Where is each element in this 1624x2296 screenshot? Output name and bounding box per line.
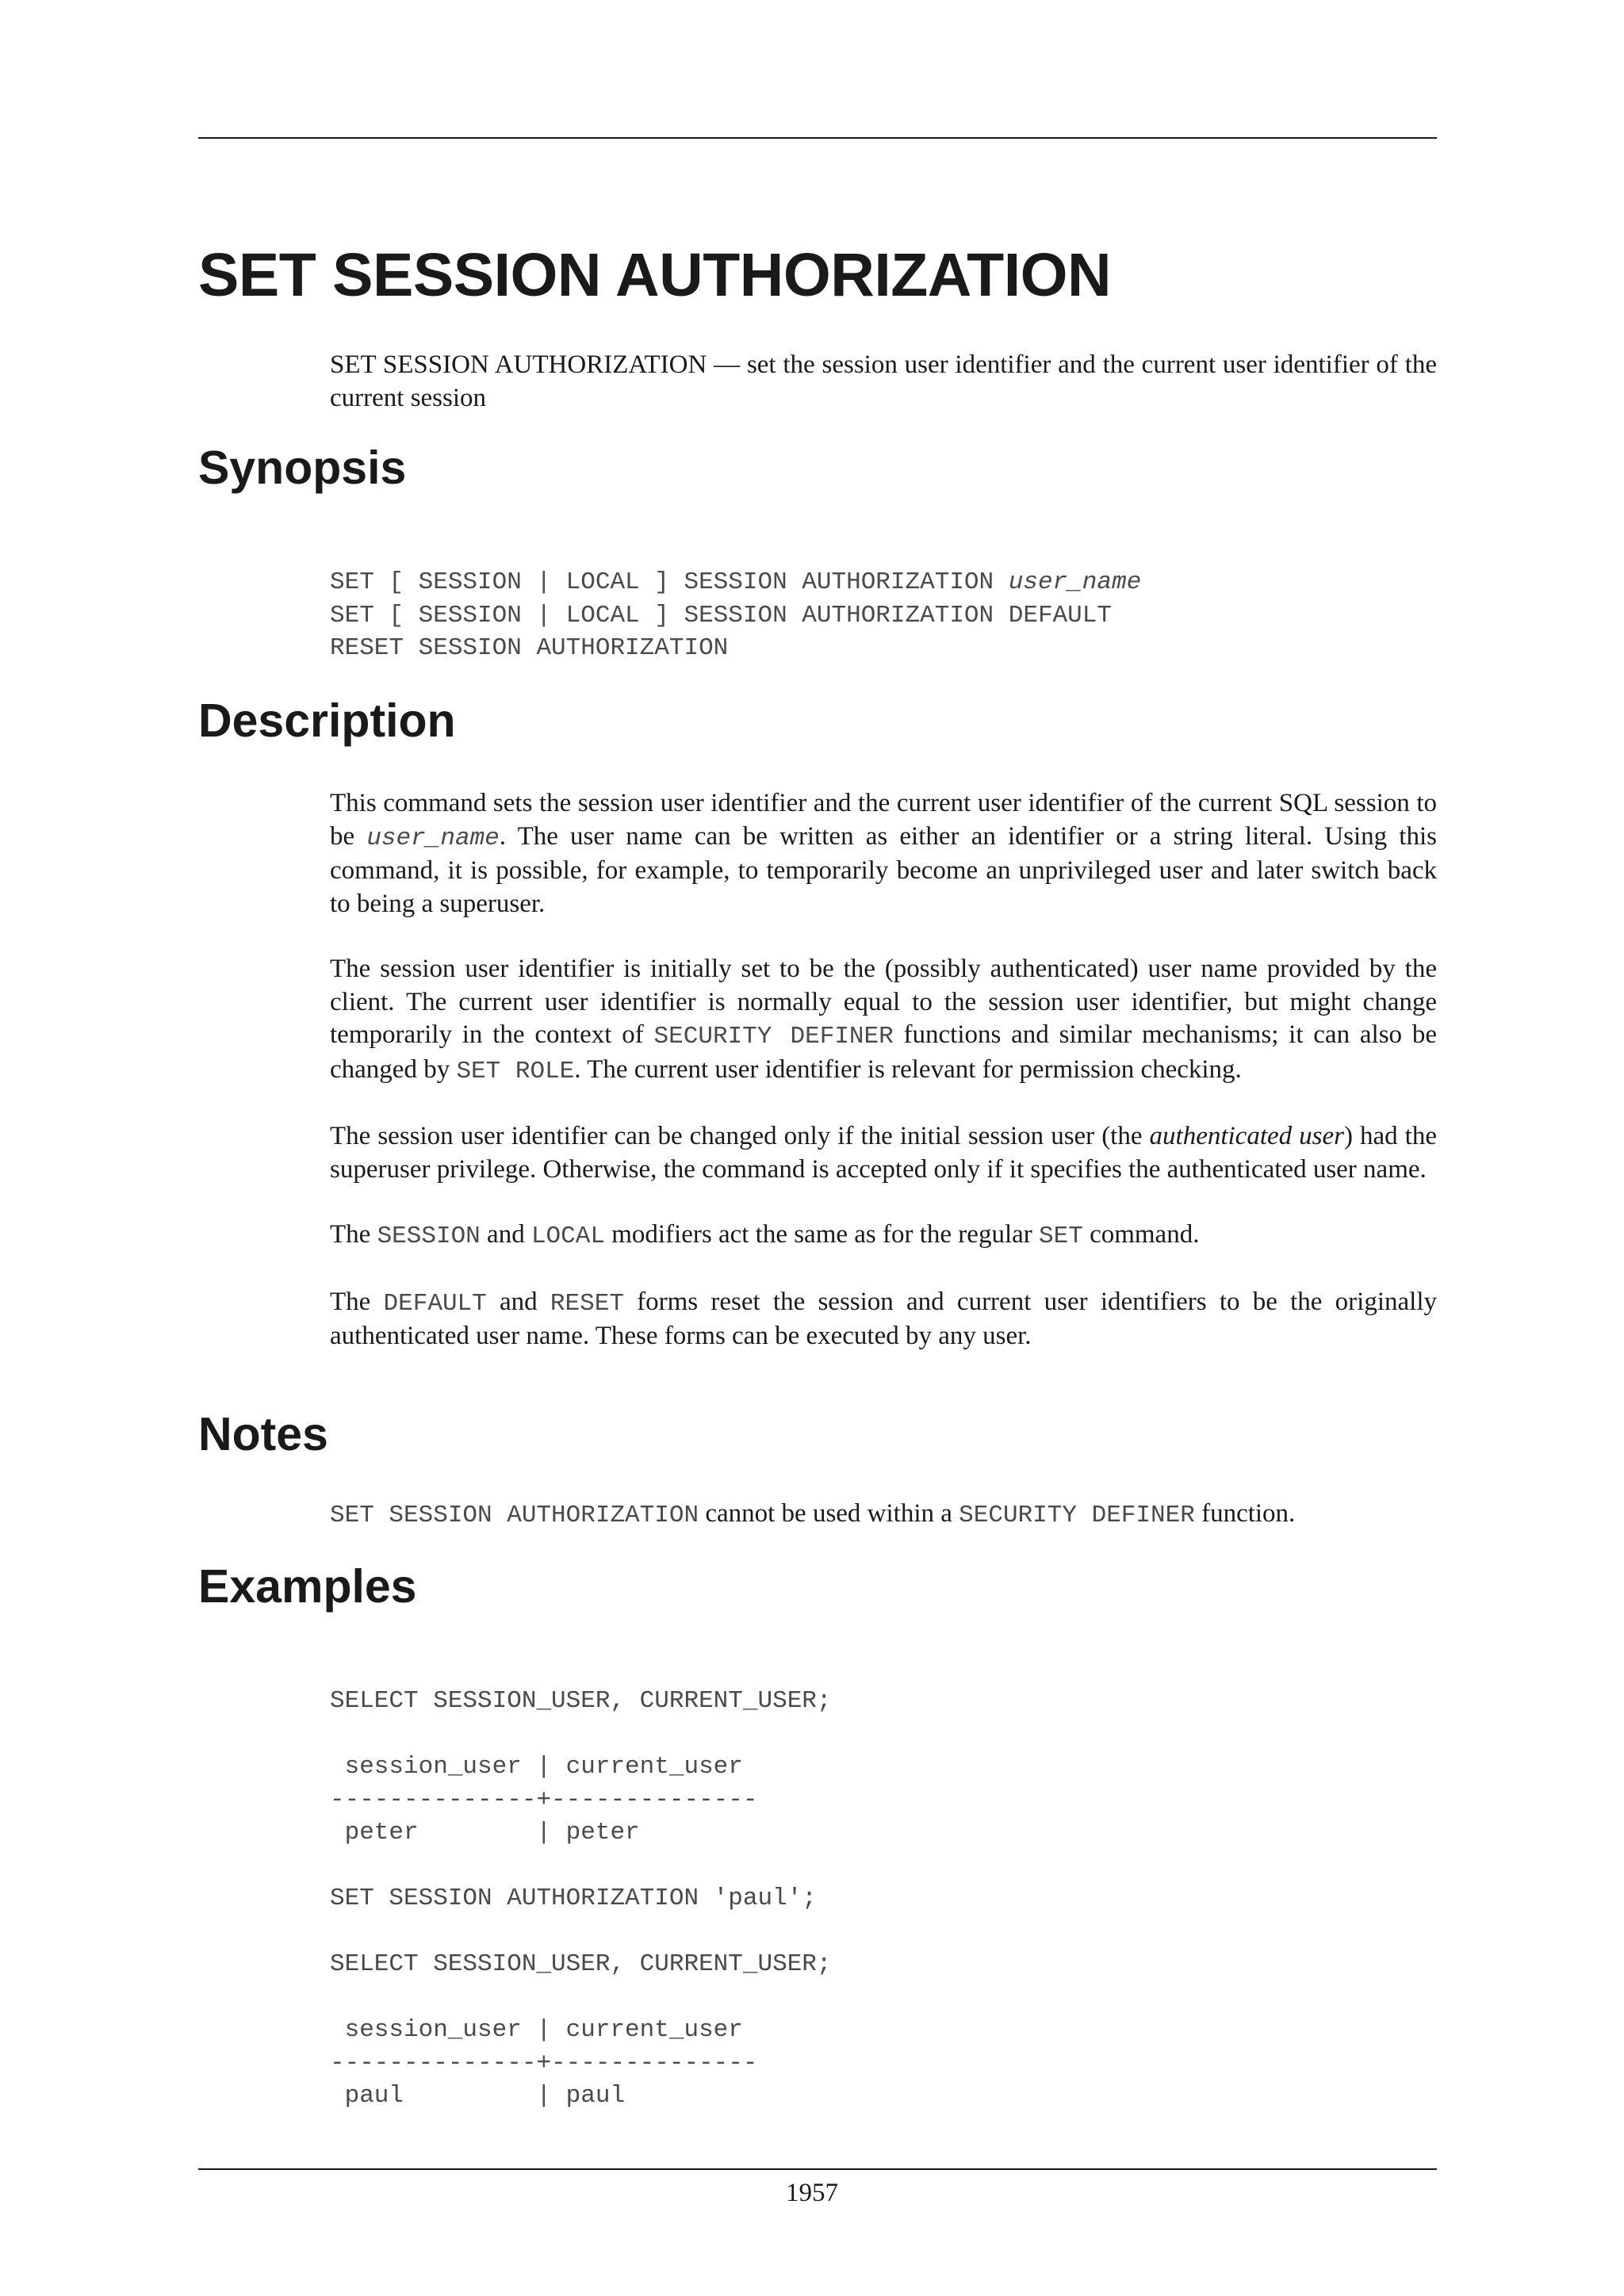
code-run: LOCAL xyxy=(530,1223,605,1250)
code-line: SELECT SESSION_USER, CURRENT_USER; xyxy=(330,1687,832,1715)
code-run: SESSION xyxy=(377,1223,481,1250)
synopsis-line xyxy=(330,566,1437,599)
text-run: The session user identifier is initially set to be the (possibly authenticated) user name provided by the client. The current user identifier is normally equal to the session user identifier, but might change temporarily in the context of xyxy=(330,955,1437,1049)
code-run: SECURITY DEFINER xyxy=(959,1502,1195,1529)
refpurpose-name: SET SESSION AUTHORIZATION xyxy=(330,350,707,379)
notes-heading: Notes xyxy=(198,1408,328,1460)
footer-rule xyxy=(198,2168,1437,2170)
code-line xyxy=(330,1718,1437,1751)
synopsis-line-text: RESET SESSION AUTHORIZATION xyxy=(330,634,729,662)
synopsis-block xyxy=(330,566,1437,665)
description-paragraph xyxy=(330,1219,1437,1253)
synopsis-code xyxy=(330,566,1437,665)
notes-paragraph xyxy=(330,1498,1437,1533)
text-run: command. xyxy=(1082,1220,1200,1249)
parameter-run: user_name xyxy=(366,824,500,852)
code-run: DEFAULT xyxy=(383,1289,487,1318)
description-paragraph xyxy=(330,787,1437,920)
text-run: forms reset the session and current user identifiers to be the originally authenticated user name. These forms can be executed by any user. xyxy=(330,1287,1437,1350)
refpurpose-text xyxy=(330,349,1437,415)
synopsis-line xyxy=(330,599,1437,633)
description-paragraph xyxy=(330,1120,1437,1186)
code-line xyxy=(330,1850,1437,1883)
synopsis-heading: Synopsis xyxy=(198,442,407,494)
text-run: The session user identifier can be changed only if the initial session user (the xyxy=(330,1122,1150,1150)
text-run: modifiers act the same as for the regular xyxy=(604,1220,1039,1249)
code-line: --------------+-------------- xyxy=(330,1785,758,1814)
code-line: --------------+-------------- xyxy=(330,2049,758,2077)
code-run: SET xyxy=(1039,1223,1083,1250)
refpurpose xyxy=(330,349,1437,447)
text-run: This command sets the session user identifier and the current user identifier of the current SQL session to be xyxy=(330,789,1437,851)
code-line: peter | peter xyxy=(330,1819,640,1846)
header-rule xyxy=(198,137,1437,139)
synopsis-line-text: SET [ SESSION | LOCAL ] SESSION AUTHORIZATION DEFAULT xyxy=(330,601,1112,629)
code-run: SECURITY DEFINER xyxy=(653,1023,894,1050)
description-paragraph xyxy=(330,953,1437,1088)
page-title: SET SESSION AUTHORIZATION xyxy=(198,241,1112,309)
code-line: SELECT SESSION_USER, CURRENT_USER; xyxy=(330,1950,832,1978)
text-run: and xyxy=(480,1220,531,1249)
refpurpose-description: set the session user identifier and the current user identifier of the current session xyxy=(330,350,1438,412)
emphasis-run: authenticated user xyxy=(1149,1122,1344,1150)
code-line: SET SESSION AUTHORIZATION 'paul'; xyxy=(330,1885,817,1912)
code-run: SET ROLE xyxy=(456,1057,575,1085)
examples-block xyxy=(330,1685,1437,2113)
text-run: cannot be used within a xyxy=(699,1499,959,1528)
text-run: functions and similar mechanisms; it can also be changed by xyxy=(330,1020,1437,1084)
text-run: . The current user identifier is relevant for permission checking. xyxy=(574,1054,1242,1084)
description-heading: Description xyxy=(198,695,456,747)
code-line: paul | paul xyxy=(330,2082,626,2110)
examples-code xyxy=(330,1685,1437,2113)
examples-heading: Examples xyxy=(198,1560,417,1613)
refpurpose-separator: — xyxy=(707,350,747,379)
description-paragraph xyxy=(330,1286,1437,1353)
code-run: SET SESSION AUTHORIZATION xyxy=(330,1502,699,1529)
code-run: RESET xyxy=(550,1289,624,1318)
code-line xyxy=(330,1981,1437,2015)
text-run: and xyxy=(486,1287,550,1316)
text-run: ) had the superuser privilege. Otherwise, the command is accepted only if it specifies the authenticated user name. xyxy=(330,1122,1437,1184)
description-block xyxy=(330,787,1437,1386)
text-run: function. xyxy=(1194,1499,1296,1528)
synopsis-line-text: SET [ SESSION | LOCAL ] SESSION AUTHORIZATION xyxy=(330,568,1009,596)
code-line xyxy=(330,1915,1437,1949)
text-run: . The user name can be written as either an identifier or a string literal. Using this command, it is possible, for example, to temporarily become an unprivileged user and later switch back to being a superuser. xyxy=(330,821,1437,918)
code-line: session_user | current_user xyxy=(330,1753,743,1781)
text-run: The xyxy=(330,1220,377,1249)
text-run: The xyxy=(330,1287,384,1316)
synopsis-line xyxy=(330,632,1437,665)
notes-block xyxy=(330,1498,1437,1565)
page-number: 1957 xyxy=(786,2179,838,2207)
synopsis-line-param: user_name xyxy=(1008,568,1142,596)
code-line: session_user | current_user xyxy=(330,2016,743,2044)
